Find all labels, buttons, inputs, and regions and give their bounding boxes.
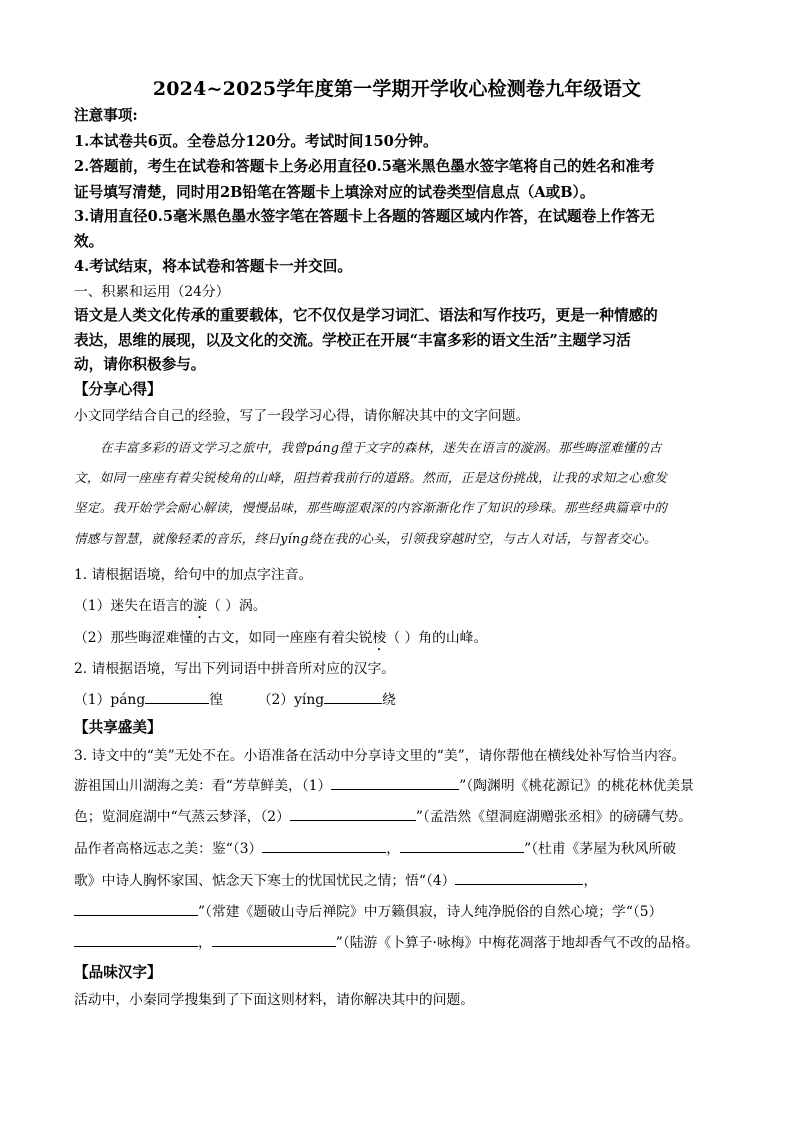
passage-line: 在丰富多彩的语文学习之旅中，我曾páng徨于文字的森林，迷失在语言的漩涡。那些晦涩难懂的古 xyxy=(100,440,662,455)
answer-blank[interactable] xyxy=(74,903,198,916)
share-intro: 小文同学结合自己的经验，写了一段学习心得，请你解决其中的文字问题。 xyxy=(74,408,530,424)
question-1-1: （1）迷失在语言的漩（ ）涡。 xyxy=(74,598,267,614)
section-intro: 动，请你积极参与。 xyxy=(74,356,206,373)
question-2-items: （1）páng 徨 （2）yíng 绕 xyxy=(74,692,396,708)
notice-item: 2.答题前，考生在试卷和答题卡上务必用直径0.5毫米黑色墨水签字笔将自己的姓名和准考 xyxy=(74,158,655,175)
answer-blank[interactable] xyxy=(212,934,336,947)
answer-blank[interactable] xyxy=(331,777,459,790)
hanzi-intro: 活动中，小秦同学搜集到了下面这则材料，请你解决其中的问题。 xyxy=(74,992,475,1008)
q3-line: 色；览洞庭湖中“气蒸云梦泽，（2） ”（孟浩然《望洞庭湖赠张丞相》的磅礴气势。 xyxy=(74,809,692,825)
answer-slot[interactable]: （ ）涡。 xyxy=(206,598,267,614)
notice-heading: 注意事项: xyxy=(74,107,138,124)
passage-line: 文，如同一座座有着尖锐棱角的山峰，阻挡着我前行的道路。然而，正是这份挑战，让我的求知之心愈发 xyxy=(74,470,668,485)
answer-slot[interactable]: （ ）角的山峰。 xyxy=(386,630,488,646)
answer-blank[interactable] xyxy=(290,808,416,821)
subsection-heading-hanzi: 【品味汉字】 xyxy=(74,964,162,981)
passage-line: 坚定。我开始学会耐心解读，慢慢品味，那些晦涩艰深的内容渐渐化作了知识的珍珠。那些经典篇章中的 xyxy=(74,500,668,515)
section-intro: 表达，思维的展现，以及文化的交流。学校正在开展“丰富多彩的语文生活”主题学习活 xyxy=(74,332,631,349)
question-3: 3. 诗文中的“美”无处不在。小语准备在活动中分享诗文里的“美”，请你帮他在横线处补写恰当内容。 xyxy=(74,748,686,764)
answer-blank[interactable] xyxy=(262,840,386,853)
subsection-heading-beauty: 【共享盛美】 xyxy=(74,719,162,736)
page-title: 2024~2025学年度第一学期开学收心检测卷九年级语文 xyxy=(152,78,642,100)
dotted-char: 漩 xyxy=(193,598,207,614)
section-heading: 一、积累和运用（24分） xyxy=(74,284,230,300)
q3-line: ， ”（陆游《卜算子·咏梅》中梅花凋落于地却香气不改的品格。 xyxy=(74,931,724,951)
answer-blank[interactable] xyxy=(324,691,382,704)
dotted-char: 棱 xyxy=(372,630,387,646)
answer-blank[interactable] xyxy=(455,872,583,885)
answer-blank[interactable] xyxy=(400,840,524,853)
notice-item: 3.请用直径0.5毫米黑色墨水签字笔在答题卡上各题的答题区域内作答，在试题卷上作答无 xyxy=(74,208,655,225)
passage-line: 情感与智慧，就像轻柔的音乐，终日yíng绕在我的心头，引领我穿越时空，与古人对话，与智者交心。 xyxy=(74,531,657,546)
subsection-heading-share: 【分享心得】 xyxy=(74,381,162,398)
q3-line: 品作者高格远志之美：鉴“（3） ， ”（杜甫《茅屋为秋风所破 xyxy=(74,841,677,857)
q3-line: ”（常建《题破山寺后禅院》中万籁俱寂，诗人纯净脱俗的自然心境；学“（5） xyxy=(74,900,724,920)
q3-line: 游祖国山川湖海之美：看“芳草鲜美，（1） ”（陶渊明《桃花源记》的桃花林优美景 xyxy=(74,778,694,794)
question-2: 2. 请根据语境，写出下列词语中拼音所对应的汉字。 xyxy=(74,661,396,677)
notice-item: 效。 xyxy=(74,233,104,250)
answer-blank[interactable] xyxy=(145,691,209,704)
notice-item: 1.本试卷共6页。全卷总分120分。考试时间150分钟。 xyxy=(74,133,438,150)
question-1: 1. 请根据语境，给句中的加点字注音。 xyxy=(74,567,313,583)
section-intro: 语文是人类文化传承的重要载体，它不仅仅是学习词汇、语法和写作技巧，更是一种情感的 xyxy=(74,307,658,324)
q3-line: 歌》中诗人胸怀家国、惦念天下寒士的忧国忧民之情；悟“（4） ， xyxy=(74,873,598,889)
notice-item: 证号填写清楚，同时用2B铅笔在答题卡上填涂对应的试卷类型信息点（A或B）。 xyxy=(74,184,595,201)
question-1-2: （2）那些晦涩难懂的古文，如同一座座有着尖锐棱（ ）角的山峰。 xyxy=(74,630,488,646)
notice-item: 4.考试结束，将本试卷和答题卡一并交回。 xyxy=(74,258,352,275)
answer-blank[interactable] xyxy=(74,934,198,947)
